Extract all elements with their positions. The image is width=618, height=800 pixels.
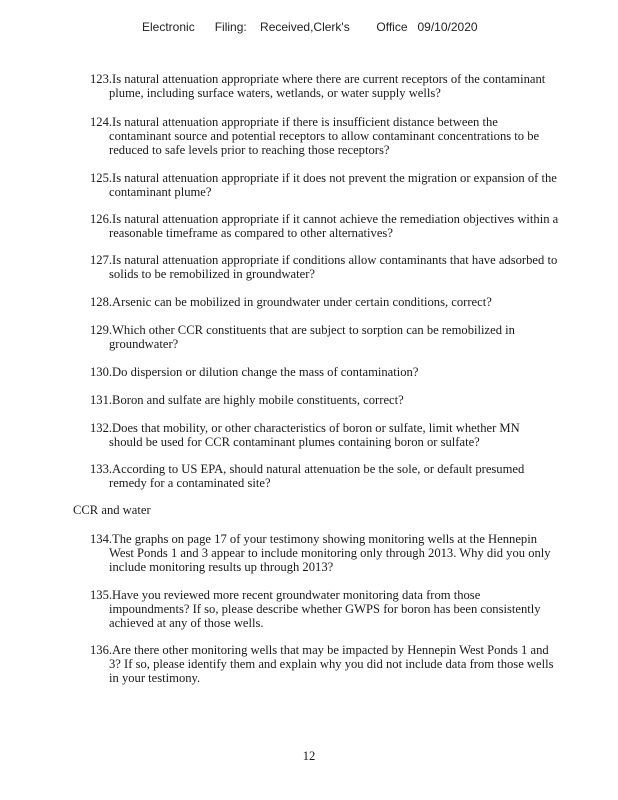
question-number: 131. [90, 393, 113, 407]
question-text: Are there other monitoring wells that may be impacted by Hennepin West Ponds 1 and [112, 643, 549, 657]
question-item [90, 643, 602, 685]
question-number: 135. [90, 588, 113, 602]
question-number: 126. [90, 212, 113, 226]
question-first-line [90, 365, 602, 379]
question-number: 130. [90, 365, 113, 379]
question-item [90, 72, 602, 100]
question-continuation: groundwater? [109, 337, 179, 351]
question-first-line [90, 588, 602, 602]
question-item [90, 462, 602, 490]
question-number: 124. [90, 115, 113, 129]
question-continuation: contaminant source and potential receptors to allow contaminant concentrations to be [109, 129, 540, 143]
question-text: Is natural attenuation appropriate if there is insufficient distance between the [112, 115, 498, 129]
question-first-line [90, 643, 602, 657]
question-item [90, 115, 602, 157]
question-item [90, 171, 602, 199]
page-number: 12 [302, 749, 316, 763]
question-item [90, 365, 602, 379]
question-continuation: in your testimony. [109, 671, 201, 685]
question-text: Does that mobility, or other characteristics of boron or sulfate, limit whether MN [112, 421, 520, 435]
question-first-line [90, 421, 602, 435]
question-first-line [90, 532, 602, 546]
question-text: Is natural attenuation appropriate where there are current receptors of the contaminant [112, 72, 546, 86]
question-item [90, 532, 602, 574]
question-number: 128. [90, 295, 113, 309]
question-number: 136. [90, 643, 113, 657]
question-item [90, 295, 602, 309]
question-number: 134. [90, 532, 113, 546]
question-number: 132. [90, 421, 113, 435]
question-first-line [90, 115, 602, 129]
question-continuation: plume, including surface waters, wetlands, or water supply wells? [109, 86, 441, 100]
question-number: 133. [90, 462, 113, 476]
question-first-line [90, 462, 602, 476]
question-text: Boron and sulfate are highly mobile constituents, correct? [112, 393, 404, 407]
question-text: Do dispersion or dilution change the mass of contamination? [112, 365, 419, 379]
question-item [90, 421, 602, 449]
question-continuation: remedy for a contaminated site? [109, 476, 271, 490]
question-continuation: include monitoring results up through 2013? [109, 560, 334, 574]
question-text: Have you reviewed more recent groundwater monitoring data from those [112, 588, 481, 602]
question-continuation: 3? If so, please identify them and explain why you did not include data from those wells [109, 657, 554, 671]
question-first-line [90, 72, 602, 86]
question-number: 123. [90, 72, 113, 86]
question-text: Is natural attenuation appropriate if it does not prevent the migration or expansion of the [112, 171, 557, 185]
question-text: Is natural attenuation appropriate if conditions allow contaminants that have adsorbed to [112, 253, 558, 267]
question-text: Which other CCR constituents that are subject to sorption can be remobilized in [112, 323, 515, 337]
question-first-line [90, 171, 602, 185]
question-text: The graphs on page 17 of your testimony showing monitoring wells at the Hennepin [112, 532, 538, 546]
question-item [90, 393, 602, 407]
question-item [90, 588, 602, 630]
question-first-line [90, 393, 602, 407]
question-continuation: solids to be remobilized in groundwater? [109, 267, 315, 281]
question-item [90, 323, 602, 351]
question-first-line [90, 295, 602, 309]
question-continuation: contaminant plume? [109, 185, 212, 199]
question-number: 129. [90, 323, 113, 337]
question-text: According to US EPA, should natural attenuation be the sole, or default presumed [112, 462, 525, 476]
question-continuation: impoundments? If so, please describe whether GWPS for boron has been consistently [109, 602, 541, 616]
question-continuation: West Ponds 1 and 3 appear to include monitoring only through 2013. Why did you only [109, 546, 551, 560]
question-item [90, 212, 602, 240]
question-first-line [90, 253, 602, 267]
question-number: 125. [90, 171, 113, 185]
question-text: Is natural attenuation appropriate if it cannot achieve the remediation objectives within a [112, 212, 559, 226]
question-number: 127. [90, 253, 113, 267]
question-continuation: should be used for CCR contaminant plumes containing boron or sulfate? [109, 435, 480, 449]
efiling-header: Electronic Filing: Received,Clerk's Office 09/10/2020 [142, 20, 478, 34]
question-continuation: reasonable timeframe as compared to other alternatives? [109, 226, 393, 240]
question-first-line [90, 212, 602, 226]
question-item [90, 253, 602, 281]
section-heading: CCR and water [73, 503, 151, 517]
question-continuation: achieved at any of those wells. [109, 616, 264, 630]
question-continuation: reduced to safe levels prior to reaching those receptors? [109, 143, 390, 157]
question-text: Arsenic can be mobilized in groundwater under certain conditions, correct? [112, 295, 492, 309]
question-first-line [90, 323, 602, 337]
